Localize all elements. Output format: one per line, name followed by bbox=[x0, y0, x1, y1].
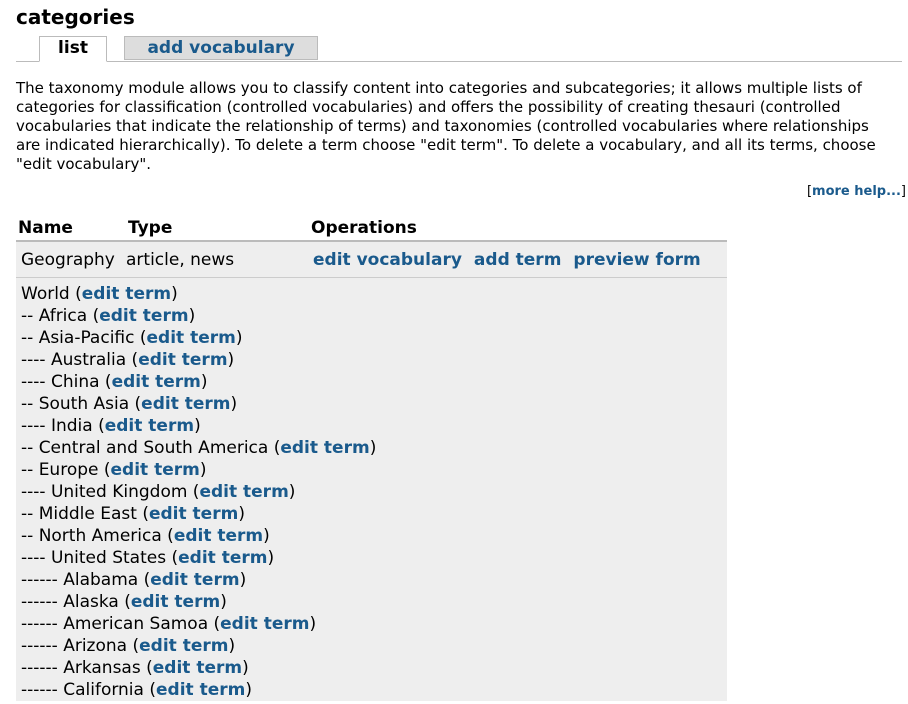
term-name: Middle East bbox=[38, 504, 137, 524]
term-depth-prefix: -- bbox=[21, 328, 39, 348]
term-name: California bbox=[63, 680, 144, 700]
term-depth-prefix: -- bbox=[21, 306, 39, 326]
term-name: Asia-Pacific bbox=[38, 328, 135, 348]
term-name: India bbox=[50, 416, 93, 436]
vocabulary-name: Geography bbox=[16, 241, 126, 278]
edit-term-link[interactable]: edit term bbox=[152, 658, 243, 678]
page bbox=[0, 0, 908, 174]
term-name: South Asia bbox=[38, 394, 130, 414]
vocabulary-table bbox=[16, 218, 727, 701]
edit-term-link[interactable]: edit term bbox=[178, 548, 268, 568]
term-depth-prefix: ------ bbox=[21, 636, 64, 656]
table-header-row bbox=[16, 218, 727, 241]
edit-vocabulary-link[interactable]: edit vocabulary bbox=[313, 249, 462, 270]
edit-term-link[interactable]: edit term bbox=[280, 438, 370, 458]
preview-form-link[interactable]: preview form bbox=[573, 249, 701, 270]
more-help bbox=[807, 184, 906, 199]
term-depth-prefix: ---- bbox=[21, 372, 51, 392]
term-row: -- Middle East (edit term) bbox=[21, 504, 245, 524]
edit-term-link[interactable]: edit term bbox=[199, 482, 289, 502]
add-term-link[interactable]: add term bbox=[473, 249, 562, 270]
term-row: ------ American Samoa (edit term) bbox=[21, 614, 317, 634]
tab-list[interactable]: list bbox=[39, 36, 107, 62]
term-name: Africa bbox=[38, 306, 88, 326]
header-type: Type bbox=[126, 218, 309, 241]
term-row: ------ Arizona (edit term) bbox=[21, 636, 236, 656]
term-depth-prefix: -- bbox=[21, 394, 39, 414]
term-depth-prefix: ------ bbox=[21, 680, 64, 700]
header-operations: Operations bbox=[309, 218, 727, 241]
term-name: World bbox=[21, 284, 70, 304]
terms-row bbox=[16, 278, 727, 702]
term-row: World (edit term) bbox=[21, 284, 178, 304]
term-row: -- South Asia (edit term) bbox=[21, 394, 238, 414]
term-depth-prefix: ------ bbox=[21, 570, 64, 590]
edit-term-link[interactable]: edit term bbox=[150, 570, 240, 590]
page-title: categories bbox=[16, 5, 135, 29]
term-depth-prefix: -- bbox=[21, 504, 39, 524]
tab-bar bbox=[16, 36, 902, 62]
term-name: Alaska bbox=[63, 592, 119, 612]
term-row: ---- Australia (edit term) bbox=[21, 350, 235, 370]
vocabulary-row bbox=[16, 241, 727, 278]
term-row: -- Africa (edit term) bbox=[21, 306, 196, 326]
term-depth-prefix: -- bbox=[21, 460, 39, 480]
edit-term-link[interactable]: edit term bbox=[173, 526, 264, 546]
term-name: Central and South America bbox=[38, 438, 269, 458]
edit-term-link[interactable]: edit term bbox=[138, 350, 228, 370]
term-row: -- Europe (edit term) bbox=[21, 460, 207, 480]
term-depth-prefix: ---- bbox=[21, 548, 51, 568]
term-name: China bbox=[50, 372, 100, 392]
term-row: -- Asia-Pacific (edit term) bbox=[21, 328, 243, 348]
terms-list bbox=[16, 278, 727, 702]
header-name: Name bbox=[16, 218, 126, 241]
term-name: Europe bbox=[38, 460, 99, 480]
term-depth-prefix: -- bbox=[21, 438, 39, 458]
term-row: ---- United States (edit term) bbox=[21, 548, 275, 568]
edit-term-link[interactable]: edit term bbox=[81, 284, 172, 304]
tab-add-vocabulary[interactable]: add vocabulary bbox=[124, 36, 318, 60]
term-name: American Samoa bbox=[63, 614, 209, 634]
more-help-bracket-close: ] bbox=[900, 184, 906, 199]
term-name: United Kingdom bbox=[50, 482, 188, 502]
more-help-link[interactable]: more help... bbox=[812, 184, 901, 199]
term-name: North America bbox=[38, 526, 162, 546]
term-depth-prefix: ------ bbox=[21, 658, 64, 678]
term-row: ---- India (edit term) bbox=[21, 416, 201, 436]
vocabulary-type: article, news bbox=[126, 241, 309, 278]
term-row: ---- United Kingdom (edit term) bbox=[21, 482, 296, 502]
edit-term-link[interactable]: edit term bbox=[139, 636, 229, 656]
edit-term-link[interactable]: edit term bbox=[146, 328, 236, 348]
term-depth-prefix: ---- bbox=[21, 350, 51, 370]
term-row: ------ Alaska (edit term) bbox=[21, 592, 227, 612]
more-help-bracket-open: [ bbox=[806, 184, 813, 199]
edit-term-link[interactable]: edit term bbox=[110, 460, 200, 480]
term-depth-prefix: ------ bbox=[21, 614, 64, 634]
edit-term-link[interactable]: edit term bbox=[148, 504, 239, 524]
term-name: United States bbox=[50, 548, 167, 568]
intro-text: The taxonomy module allows you to classify content into categories and subcategories; it allows multiple lists of categories for classification (controlled vocabularies) and offers the possibility of creating thesauri (controlled vocabularies that indicate the relationship of terms) and taxonomies (controlled vocabularies where relationships are indicated hierarchically). To delete a term choose "edit term". To delete a vocabulary, and all its terms, choose "edit vocabulary". bbox=[16, 79, 876, 173]
term-depth-prefix: -- bbox=[21, 526, 39, 546]
edit-term-link[interactable]: edit term bbox=[111, 372, 201, 392]
term-name: Alabama bbox=[63, 570, 139, 590]
term-depth-prefix: ---- bbox=[21, 416, 51, 436]
term-row: -- Central and South America (edit term) bbox=[21, 438, 377, 458]
vocabulary-operations bbox=[309, 241, 727, 278]
term-row: ---- China (edit term) bbox=[21, 372, 208, 392]
term-depth-prefix: ---- bbox=[21, 482, 51, 502]
term-row: ------ Alabama (edit term) bbox=[21, 570, 247, 590]
edit-term-link[interactable]: edit term bbox=[99, 306, 189, 326]
edit-term-link[interactable]: edit term bbox=[130, 592, 221, 612]
term-row: ------ California (edit term) bbox=[21, 680, 252, 700]
term-name: Arizona bbox=[63, 636, 128, 656]
edit-term-link[interactable]: edit term bbox=[220, 614, 310, 634]
term-name: Australia bbox=[50, 350, 127, 370]
term-depth-prefix: ------ bbox=[21, 592, 64, 612]
edit-term-link[interactable]: edit term bbox=[141, 394, 231, 414]
edit-term-link[interactable]: edit term bbox=[104, 416, 195, 436]
term-row: -- North America (edit term) bbox=[21, 526, 270, 546]
term-row: ------ Arkansas (edit term) bbox=[21, 658, 249, 678]
edit-term-link[interactable]: edit term bbox=[156, 680, 246, 700]
term-name: Arkansas bbox=[63, 658, 141, 678]
